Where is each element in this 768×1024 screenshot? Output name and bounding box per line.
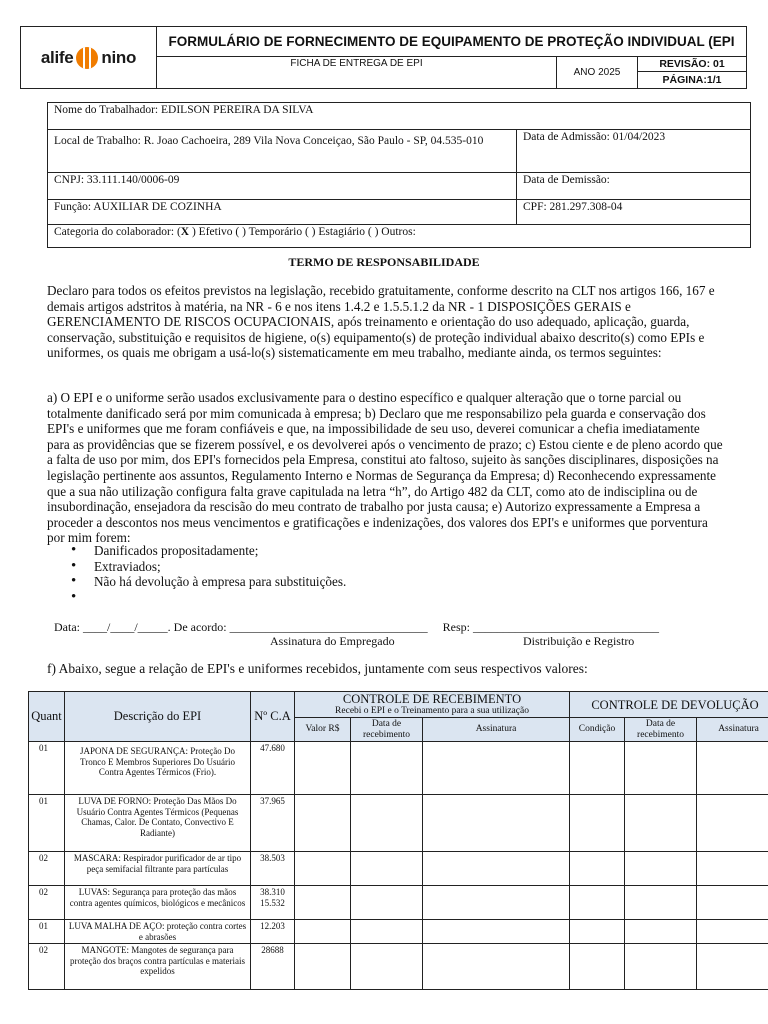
signature-cell[interactable] — [423, 795, 570, 852]
header-return-control: CONTROLE DE DEVOLUÇÃO — [570, 692, 768, 718]
job-role: Função: AUXILIAR DE COZINHA — [48, 200, 517, 225]
table-row — [29, 944, 768, 990]
row-ca: 12.203 — [251, 920, 295, 944]
terms-paragraph-2: a) O EPI e o uniforme serão usados exclusivamente para o destino específico e qualquer alteração que o torne parcial ou totalmente danificado será por mim comunicada à empresa; b) Declaro que me responsabilizo pela guarda e conservação dos EPI's e uniformes que me foram confiáveis e que, na impossibilidade de seu uso, deverei comunicar a chefia imediatamente para as providências que se fizerem possível, e os devolverei após o vencimento de prazo; c) Estou ciente e de pleno acordo que a falta de uso por mim, dos EPI's fornecidos pela Empresa, constitui ato faltoso, sujeito às sanções disciplinares, disposições na legislação pertinente aos assuntos, Regulamento Interno e Normas de Segurança da Empresa; d) Reconhecendo expressamente que a sua não utilização configura falta grave capitulada na letra “h”, do Artigo 482 da CLT, como ato de indisciplina ou de insubordinação, ensejadora da rescisão do meu contrato de trabalho por justa causa; e) Autorizo expressamente a Empresa a proceder a descontos nos meus vencimentos e gratificações e indenizações, dos valores dos EPI's e uniformes que porventura por mim forem: — [47, 390, 723, 546]
form-title: FORMULÁRIO DE FORNECIMENTO DE EQUIPAMENTO DE PROTEÇÃO INDIVIDUAL (EPI — [157, 27, 746, 57]
receive-date-cell[interactable] — [351, 920, 423, 944]
return-date-cell[interactable] — [625, 852, 697, 886]
receive-date-cell[interactable] — [351, 944, 423, 990]
condition-cell[interactable] — [570, 920, 625, 944]
header-ca: Nº C.A — [251, 692, 295, 742]
employee-signature-label: Assinatura do Empregado — [270, 634, 395, 648]
condition-cell[interactable] — [570, 742, 625, 795]
worker-name: Nome do Trabalhador: EDILSON PEREIRA DA SILVA — [48, 103, 751, 130]
value-cell[interactable] — [295, 852, 351, 886]
row-quantity: 01 — [29, 920, 65, 944]
value-cell[interactable] — [295, 742, 351, 795]
worker-info-table — [47, 102, 751, 248]
logo-text-right: nino — [101, 47, 137, 67]
company-logo — [21, 27, 157, 88]
value-cell[interactable] — [295, 920, 351, 944]
epi-list-intro: f) Abaixo, segue a relação de EPI's e uniformes recebidos, juntamente com seus respectivos valores: — [47, 661, 588, 676]
condition-cell[interactable] — [570, 886, 625, 920]
row-description: LUVA DE FORNO: Proteção Das Mãos Do Usuário Contra Agentes Térmicos (Pequenas Chamas, Calor. De Contato, Convectivo E Radiante) — [65, 795, 251, 852]
list-item: • Não há devolução à empresa para substituições. — [47, 574, 723, 590]
return-date-cell[interactable] — [625, 795, 697, 852]
header-receive-date: Data de recebimento — [351, 718, 423, 742]
header-receiving-control — [295, 692, 570, 718]
receive-date-cell[interactable] — [351, 795, 423, 852]
header-value: Valor R$ — [295, 718, 351, 742]
list-item: • Danificados propositadamente; — [47, 543, 723, 559]
category-options: ) Efetivo ( ) Temporário ( ) Estagiário ( ) Outros: — [189, 226, 416, 238]
table-row — [29, 852, 768, 886]
cpf: CPF: 281.297.308-04 — [517, 200, 751, 225]
receive-date-cell[interactable] — [351, 742, 423, 795]
return-signature-cell[interactable] — [697, 795, 768, 852]
dismissal-date: Data de Demissão: — [517, 173, 751, 200]
form-header — [20, 26, 747, 89]
return-signature-cell[interactable] — [697, 920, 768, 944]
row-description: LUVAS: Segurança para proteção das mãos contra agentes químicos, biológicos e mecânicos — [65, 886, 251, 920]
header-quantity: Quant — [29, 692, 65, 742]
row-ca: 37.965 — [251, 795, 295, 852]
signature-cell[interactable] — [423, 886, 570, 920]
category-mark: X — [180, 226, 190, 238]
signature-cell[interactable] — [423, 920, 570, 944]
row-ca: 38.310 15.532 — [251, 886, 295, 920]
receive-date-cell[interactable] — [351, 886, 423, 920]
value-cell[interactable] — [295, 944, 351, 990]
receiving-control-subtitle: Recebi o EPI e o Treinamento para a sua utilização — [335, 706, 529, 716]
terms-title: TERMO DE RESPONSABILIDADE — [288, 255, 480, 269]
row-quantity: 02 — [29, 944, 65, 990]
table-row — [29, 886, 768, 920]
header-return-date: Data de recebimento — [625, 718, 697, 742]
signature-line: Data: ____/____/_____. De acordo: _________________________________ Resp: _______________________________ — [54, 620, 659, 634]
row-description: MASCARA: Respirador purificador de ar tipo peça semifacial filtrante para partículas — [65, 852, 251, 886]
signature-cell[interactable] — [423, 742, 570, 795]
receive-date-cell[interactable] — [351, 852, 423, 886]
logo-mark-icon — [76, 47, 98, 69]
distribution-label: Distribuição e Registro — [523, 634, 635, 648]
return-signature-cell[interactable] — [697, 852, 768, 886]
page-label: PÁGINA:1/1 — [662, 74, 722, 86]
value-cell[interactable] — [295, 795, 351, 852]
receiving-control-title: CONTROLE DE RECEBIMENTO — [342, 692, 522, 706]
row-quantity: 01 — [29, 742, 65, 795]
revision-label: REVISÃO: 01 — [638, 57, 746, 72]
condition-cell[interactable] — [570, 944, 625, 990]
employee-category — [48, 225, 751, 248]
signature-cell[interactable] — [423, 852, 570, 886]
list-item: • Extraviados; — [47, 559, 723, 575]
discount-conditions-list — [47, 543, 723, 605]
header-condition: Condição — [570, 718, 625, 742]
signature-cell[interactable] — [423, 944, 570, 990]
logo-text-left: alife — [40, 47, 74, 67]
header-signature: Assinatura — [423, 718, 570, 742]
row-quantity: 02 — [29, 852, 65, 886]
value-cell[interactable] — [295, 886, 351, 920]
row-ca: 38.503 — [251, 852, 295, 886]
condition-cell[interactable] — [570, 795, 625, 852]
table-row — [29, 742, 768, 795]
return-signature-cell[interactable] — [697, 886, 768, 920]
return-date-cell[interactable] — [625, 944, 697, 990]
category-label: Categoria do colaborador: ( — [54, 226, 181, 238]
row-ca: 28688 — [251, 944, 295, 990]
header-description: Descrição do EPI — [65, 692, 251, 742]
ficha-label: FICHA DE ENTREGA DE EPI — [157, 57, 557, 88]
return-signature-cell[interactable] — [697, 944, 768, 990]
row-description: MANGOTE: Mangotes de segurança para proteção dos braços contra partículas e materiais expelidos — [65, 944, 251, 990]
terms-paragraph-1: Declaro para todos os efeitos previstos na legislação, recebido gratuitamente, conforme descrito na CLT nos artigos 166, 167 e demais artigos adstritos à matéria, na NR - 6 e nos itens 1.4.2 e 1.5.5.1.2 da NR - 1 DISPOSIÇÕES GERAIS e GERENCIAMENTO DE RISCOS OCUPACIONAIS, após treinamento e orientação do uso adequado, aplicação, guarda, conservação, substituição e requisitos de higiene, o(s) equipamento(s) de proteção individual abaixo descrito(s) como EPIs e uniformes, os quais me obrigam a usá-lo(s) sistematicamente em meu trabalho, mediante ainda, os termos seguintes: — [47, 283, 715, 361]
table-row — [29, 920, 768, 944]
year-label: ANO 2025 — [557, 57, 638, 88]
row-description: JAPONA DE SEGURANÇA: Proteção Do Tronco E Membros Superiores Do Usuário Contra Agentes Térmicos (Frio). — [65, 742, 251, 795]
row-quantity: 02 — [29, 886, 65, 920]
row-description: LUVA MALHA DE AÇO: proteção contra cortes e abrasões — [65, 920, 251, 944]
epi-table — [28, 691, 768, 990]
row-quantity: 01 — [29, 795, 65, 852]
header-return-signature: Assinatura — [697, 718, 768, 742]
return-signature-cell[interactable] — [697, 742, 768, 795]
admission-date: Data de Admissão: 01/04/2023 — [517, 130, 751, 173]
return-date-cell[interactable] — [625, 886, 697, 920]
cnpj: CNPJ: 33.111.140/0006-09 — [48, 173, 517, 200]
workplace: Local de Trabalho: R. Joao Cachoeira, 289 Vila Nova Conceiçao, São Paulo - SP, 04.535-010 — [48, 130, 517, 173]
list-item — [47, 590, 723, 606]
return-date-cell[interactable] — [625, 920, 697, 944]
table-row — [29, 795, 768, 852]
return-date-cell[interactable] — [625, 742, 697, 795]
row-ca: 47.680 — [251, 742, 295, 795]
condition-cell[interactable] — [570, 852, 625, 886]
